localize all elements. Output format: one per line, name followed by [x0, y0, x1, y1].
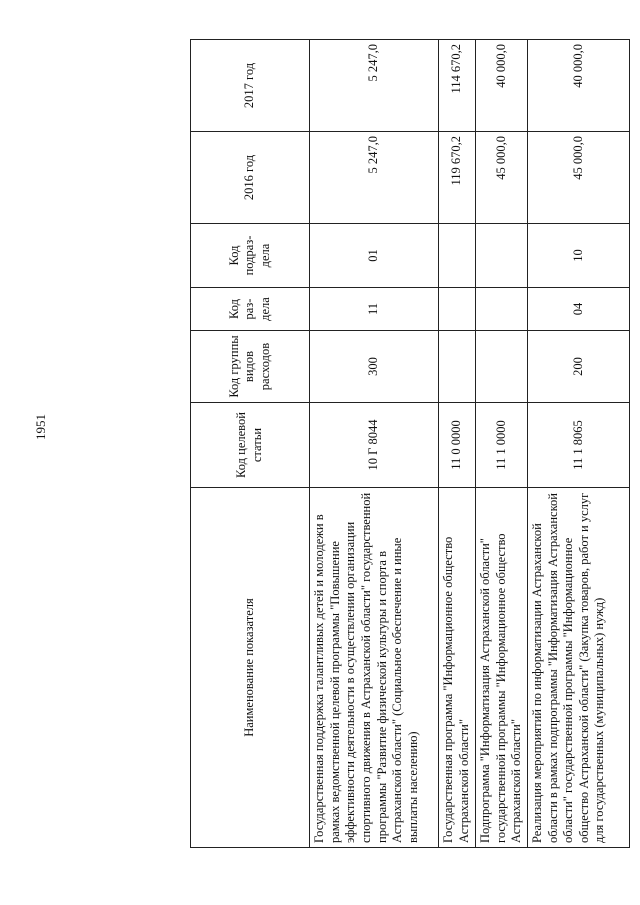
row-subsection: [439, 224, 476, 288]
header-2017: 2017 год: [191, 40, 310, 132]
header-section: Код раз-дела: [191, 288, 310, 331]
row-section: 04: [527, 288, 629, 331]
row-name: Подпрограмма "Информатизация Астраханской области" государственной программы "Информационное общество Астраханской области": [476, 488, 528, 848]
table-row: [476, 40, 528, 848]
table-header-row: [191, 40, 310, 848]
header-expense-group: Код группы видов расходов: [191, 331, 310, 403]
table-row: [439, 40, 476, 848]
row-subsection: 01: [310, 224, 439, 288]
row-2016: 45 000,0: [527, 132, 629, 224]
row-target-code: 11 1 0000: [476, 403, 528, 488]
row-expense-group: 200: [527, 331, 629, 403]
row-section: [439, 288, 476, 331]
row-2016: 119 670,2: [439, 132, 476, 224]
row-section: 11: [310, 288, 439, 331]
row-subsection: [476, 224, 528, 288]
row-2016: 5 247,0: [310, 132, 439, 224]
page-number: 1951: [33, 414, 48, 440]
row-expense-group: [439, 331, 476, 403]
budget-table: [190, 39, 630, 848]
header-2016: 2016 год: [191, 132, 310, 224]
row-2017: 5 247,0: [310, 40, 439, 132]
row-2017: 114 670,2: [439, 40, 476, 132]
row-target-code: 10 Г 8044: [310, 403, 439, 488]
row-section: [476, 288, 528, 331]
row-2017: 40 000,0: [527, 40, 629, 132]
row-expense-group: [476, 331, 528, 403]
header-target-code: Код целевой статьи: [191, 403, 310, 488]
header-name: Наименование показателя: [191, 488, 310, 848]
row-name: Государственная программа "Информационное общество Астраханской области": [439, 488, 476, 848]
row-target-code: 11 1 8065: [527, 403, 629, 488]
rotated-table-frame: [190, 40, 607, 848]
row-expense-group: 300: [310, 331, 439, 403]
row-2016: 45 000,0: [476, 132, 528, 224]
row-subsection: 10: [527, 224, 629, 288]
row-target-code: 11 0 0000: [439, 403, 476, 488]
header-subsection: Код подраз-дела: [191, 224, 310, 288]
table-row: [310, 40, 439, 848]
row-name: Государственная поддержка талантливых детей и молодежи в рамках ведомственной целевой программы "Повышение эффективности деятельности в осуществлении организации спортивного движения в Астраханской области" государственной программы "Развитие физической культуры и спорта в Астраханской области" (Социальное обеспечение и иные выплаты населению): [310, 488, 439, 848]
row-2017: 40 000,0: [476, 40, 528, 132]
budget-table-container: [190, 40, 607, 848]
table-row: [527, 40, 629, 848]
row-name: Реализация мероприятий по информатизации Астраханской области в рамках подпрограммы "Информатизация Астраханской области" государственной программы "Информационное общество Астраханской области" (Закупка товаров, работ и услуг для государственных (муниципальных) нужд): [527, 488, 629, 848]
